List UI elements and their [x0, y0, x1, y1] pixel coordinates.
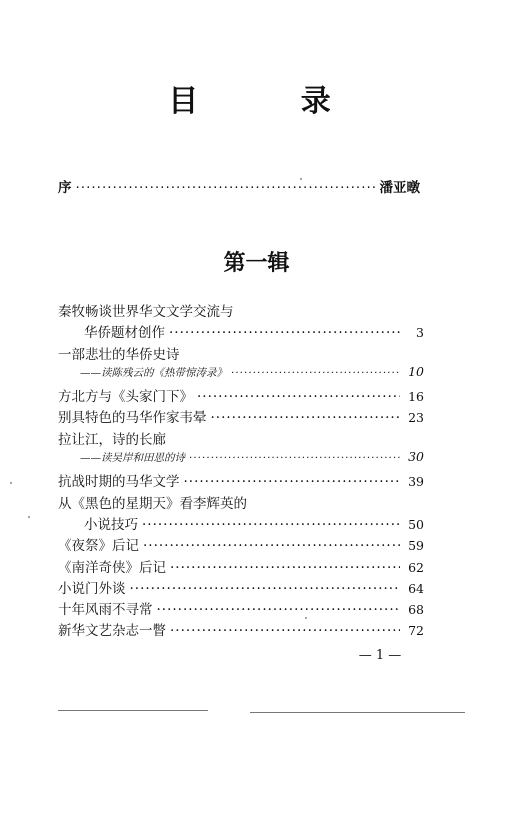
toc-page-number: 64 [408, 580, 424, 596]
toc-row [58, 598, 424, 619]
toc-row [58, 513, 424, 534]
toc-entry-subtitle: ——读吴岸和田思的诗 [80, 452, 185, 465]
toc-page-number: 3 [416, 325, 424, 341]
toc-row [58, 343, 424, 364]
toc-row [58, 492, 424, 513]
scan-edge-line [250, 712, 465, 713]
toc-entry-title: 抗战时期的马华文学 [58, 474, 180, 491]
toc-page-number: 68 [408, 602, 424, 618]
toc-row [58, 470, 424, 491]
toc-row [58, 321, 424, 342]
toc-entry-title: 秦牧畅谈世界华文文学交流与 [58, 304, 234, 320]
toc-entry-title: 小说技巧 [84, 516, 138, 533]
toc-entry-title: 十年风雨不寻常 [58, 602, 153, 619]
section-heading: 第一辑 [223, 251, 290, 276]
leader-dots [76, 180, 376, 196]
leader-dots [170, 623, 400, 639]
leader-dots [189, 452, 400, 464]
preface-label: 序 [58, 180, 72, 196]
toc-row [58, 619, 424, 640]
leader-dots [142, 517, 400, 533]
toc-list [58, 300, 424, 641]
toc-entry-title: 新华文艺杂志一瞥 [58, 623, 166, 640]
leader-dots [169, 325, 400, 341]
toc-row [58, 577, 424, 598]
toc-entry-title: 《夜祭》后记 [58, 538, 139, 555]
toc-page-number: 10 [408, 363, 424, 379]
toc-page-number: 59 [408, 538, 424, 554]
toc-entry-title: 《南洋奇侠》后记 [58, 559, 166, 576]
leader-dots [143, 538, 400, 554]
toc-entry-title: 拉让江，诗的长廊 [58, 431, 166, 448]
toc-row [58, 556, 424, 577]
toc-row [58, 364, 424, 385]
page-number: — 1 — [358, 648, 402, 663]
toc-row [58, 300, 424, 321]
toc-page-number: 16 [408, 389, 424, 405]
toc-entry-title: 一部悲壮的华侨史诗 [58, 346, 180, 363]
toc-row [58, 449, 424, 470]
scan-speck [10, 482, 12, 484]
toc-row [58, 406, 424, 427]
toc-page-number: 50 [408, 516, 424, 532]
toc-entry-subtitle: ——读陈残云的《热带惊涛录》 [80, 366, 227, 379]
leader-dots [157, 602, 401, 618]
leader-dots [170, 560, 400, 576]
toc-row [58, 385, 424, 406]
scan-edge-line [58, 710, 208, 711]
scan-speck [28, 516, 30, 518]
page-title: 目 录 [168, 84, 377, 119]
toc-entry-title: 华侨题材创作 [84, 325, 165, 342]
leader-dots [184, 474, 401, 490]
leader-dots [130, 581, 401, 597]
toc-entry-title: 方北方与《头家门下》 [58, 389, 193, 406]
preface-entry [58, 176, 420, 196]
toc-page-number: 72 [408, 623, 424, 639]
toc-page-number: 23 [408, 410, 424, 426]
leader-dots [197, 389, 400, 405]
scan-speck [305, 617, 307, 619]
toc-page-number: 62 [408, 559, 424, 575]
toc-entry-title: 别具特色的马华作家韦晕 [58, 410, 207, 427]
toc-row [58, 534, 424, 555]
toc-page-number: 30 [408, 449, 424, 465]
toc-page-number: 39 [408, 474, 424, 490]
leader-dots [231, 367, 400, 379]
toc-entry-title: 从《黑色的星期天》看李辉英的 [58, 495, 247, 512]
leader-dots [211, 410, 401, 426]
toc-row [58, 428, 424, 449]
preface-author: 潘亚暾 [379, 180, 420, 196]
scan-speck [300, 178, 302, 180]
toc-entry-title: 小说门外谈 [58, 580, 126, 597]
